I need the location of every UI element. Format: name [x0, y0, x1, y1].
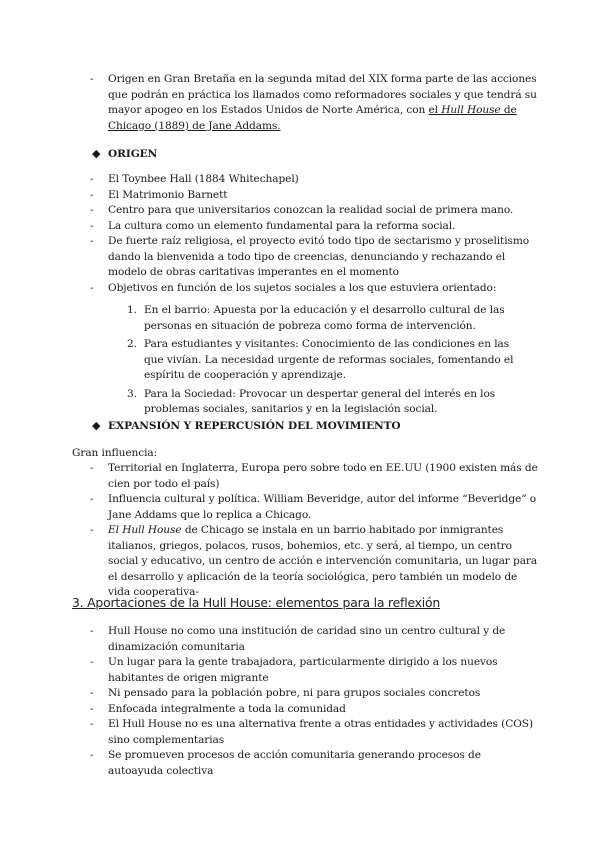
expansion-list [90, 461, 538, 601]
list-item: - El Matrimonio Barnett [90, 188, 228, 201]
list-item: - Objetivos en función de los sujetos sociales a los que estuviera orientado: [90, 281, 497, 294]
intro-text: Origen en Gran Bretaña en la segunda mitad del XIX forma parte de las acciones que podrán en práctica los llamados como reformadores sociales y que tendrá su mayor apogeo en los Estados Unidos de Norte América, con [108, 73, 537, 116]
list-item: - El Toynbee Hall (1884 Whitechapel) [90, 173, 299, 185]
expansion-intro: Gran influencia: [72, 447, 158, 459]
heading-origen: ◆ ORIGEN [92, 147, 158, 160]
list-item: - Centro para que universitarios conozcan la realidad social de primera mano. [90, 204, 514, 216]
objective-item: 2. Para estudiantes y visitantes: Conocimiento de las condiciones en las que vivían. La necesidad urgente de reformas sociales, fomentando el espíritu de cooperación y aprendizaje. [127, 338, 514, 381]
list-item: - Un lugar para la gente trabajadora, particularmente dirigido a los nuevos habitantes de origen migrante [90, 656, 498, 684]
list-item: - Ni pensado para la población pobre, ni para grupos sociales concretos [90, 687, 481, 699]
list-item: - Hull House no como una institución de caridad sino un centro cultural y de dinamización comunitaria [90, 625, 506, 653]
list-item: - Territorial en Inglaterra, Europa pero sobre todo en EE.UU (1900 existen más de cien por todo el país) [90, 462, 538, 490]
list-item: - La cultura como un elemento fundamental para la reforma social. [90, 219, 456, 232]
heading-expansion: ◆ EXPANSIÓN Y REPERCUSIÓN DEL MOVIMIENTO [92, 419, 401, 432]
intro-list [90, 72, 538, 134]
dash-bullet: - [90, 73, 94, 85]
list-item: - De fuerte raíz religiosa, el proyecto evitó todo tipo de sectarismo y proselitismo dando la bienvenida a todo tipo de creencias, denunciando y rechazando el modelo de obras caritativas imperantes en el momento [90, 235, 530, 278]
section-title: 3. Aportaciones de la Hull House: elementos para la reflexión [72, 595, 441, 610]
origen-list [90, 172, 538, 296]
list-item [90, 72, 538, 134]
list-item: - Influencia cultural y política. William Beveridge, autor del informe “Beveridge” o Jane Addams que lo replica a Chicago. [90, 493, 537, 521]
diamond-bullet-icon: ◆ [92, 147, 101, 160]
objectives-list [127, 303, 524, 421]
list-item: - El Hull House no es una alternativa frente a otras entidades y actividades (COS) sino complementarias [90, 718, 533, 746]
hull-house-list [90, 624, 538, 779]
list-item: - Enfocada integralmente a toda la comunidad [90, 702, 346, 715]
diamond-bullet-icon: ◆ [92, 419, 101, 432]
intro-link-text: el Hull House de Chicago (1889) de Jane Addams. [108, 104, 517, 132]
objective-item: 1. En el barrio: Apuesta por la educación y el desarrollo cultural de las personas en situación de pobreza como forma de intervención. [127, 304, 505, 332]
list-item: - Se promueven procesos de acción comunitaria generando procesos de autoayuda colectiva [90, 749, 481, 777]
list-item: - El Hull House de Chicago se instala en un barrio habitado por inmigrantes italianos, griegos, polacos, rusos, bohemios, etc. y será, al tiempo, un centro social y educativo, un centro de acción e intervención comunitaria, un lugar para el desarrollo y aplicación de la teoría sociológica, pero también un modelo de vida cooperativa- [90, 524, 538, 598]
objective-item: 3. Para la Sociedad: Provocar un despertar general del interés en los problemas sociales, sanitarios y en la legislación social. [127, 387, 496, 415]
